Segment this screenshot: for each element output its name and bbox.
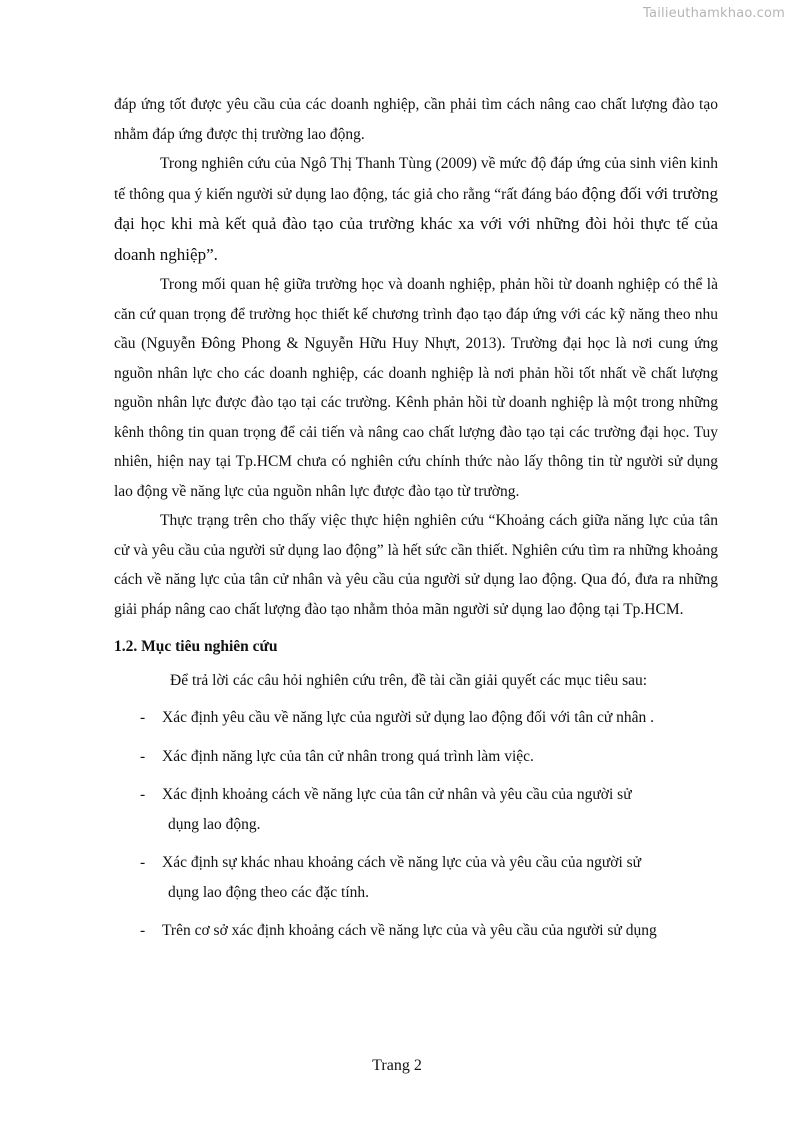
- section-heading: 1.2. Mục tiêu nghiên cứu: [114, 638, 278, 655]
- paragraph-2-part-b: động đối với trường đại học khi mà kết quả đào tạo của trường khác xa với với những đòi hỏi thực tế của doanh nghiệp”.: [114, 183, 718, 264]
- page-number: Trang 2: [372, 1057, 422, 1074]
- list-item-text: Xác định sự khác nhau khoảng cách về năng lực của và yêu cầu của người sử: [162, 854, 642, 871]
- dash-marker: -: [140, 922, 146, 939]
- list-item-continuation: dụng lao động.: [168, 815, 261, 833]
- objectives-list: [114, 703, 718, 946]
- paragraph-3: Trong mối quan hệ giữa trường học và doanh nghiệp, phản hồi từ doanh nghiệp có thể là căn cứ quan trọng để trường học thiết kế chương trình đạo tạo đáp ứng với các kỹ năng theo nhu cầu (Nguyễn Đông Phong & Nguyễn Hữu Huy Nhựt, 2013). Trường đại học là nơi cung ứng nguồn nhân lực cho các doanh nghiệp, các doanh nghiệp là nơi phản hồi tốt nhất về chất lượng nguồn nhân lực được đào tạo tại các trường. Kênh phản hồi từ doanh nghiệp là một trong những kênh thông tin quan trọng để cải tiến và nâng cao chất lượng đào tạo tại các trường đại học. Tuy nhiên, hiện nay tại Tp.HCM chưa có nghiên cứu chính thức nào lấy thông tin từ người sử dụng lao động về năng lực của nguồn nhân lực được đào tạo từ trường.: [114, 276, 718, 500]
- dash-marker: -: [140, 854, 146, 871]
- dash-marker: -: [140, 747, 146, 765]
- list-item: [114, 848, 718, 907]
- dash-marker: -: [140, 709, 146, 726]
- list-item-text: Trên cơ sở xác định khoảng cách về năng lực của và yêu cầu của người sử dụng: [162, 922, 657, 939]
- list-item: [114, 703, 718, 733]
- page-body: [114, 90, 718, 955]
- list-item-text: Xác định năng lực của tân cử nhân trong quá trình làm việc.: [162, 747, 534, 765]
- paragraph-2-part-a: Trong nghiên cứu của Ngô Thị Thanh Tùng (2009) về mức độ đáp ứng của sinh viên kinh tế thông qua ý kiến người sử dụng lao động, tác giả cho rằng “rất đáng báo: [114, 155, 718, 203]
- list-item: [114, 780, 718, 839]
- watermark: Tailieuthamkhao.com: [643, 6, 785, 21]
- list-item-continuation: dụng lao động theo các đặc tính.: [168, 883, 370, 901]
- list-item-text: Xác định khoảng cách về năng lực của tân cử nhân và yêu cầu của người sử: [162, 786, 632, 803]
- paragraph-2: [114, 149, 718, 270]
- dash-marker: -: [140, 786, 146, 803]
- section-intro: Để trả lời các câu hỏi nghiên cứu trên, đề tài cần giải quyết các mục tiêu sau:: [170, 671, 648, 689]
- list-item: [114, 742, 718, 772]
- list-item: [114, 916, 718, 946]
- list-item-text: Xác định yêu cầu về năng lực của người sử dụng lao động đối với tân cử nhân .: [162, 709, 655, 726]
- paragraph-4: Thực trạng trên cho thấy việc thực hiện nghiên cứu “Khoảng cách giữa năng lực của tân cử và yêu cầu của người sử dụng lao động” là hết sức cần thiết. Nghiên cứu tìm ra những khoảng cách về năng lực của tân cử nhân và yêu cầu của người sử dụng lao động. Qua đó, đưa ra những giải pháp nâng cao chất lượng đào tạo nhằm thỏa mãn người sử dụng lao động tại Tp.HCM.: [114, 512, 718, 618]
- paragraph-1: đáp ứng tốt được yêu cầu của các doanh nghiệp, cần phải tìm cách nâng cao chất lượng đào tạo nhằm đáp ứng được thị trường lao động.: [114, 96, 718, 143]
